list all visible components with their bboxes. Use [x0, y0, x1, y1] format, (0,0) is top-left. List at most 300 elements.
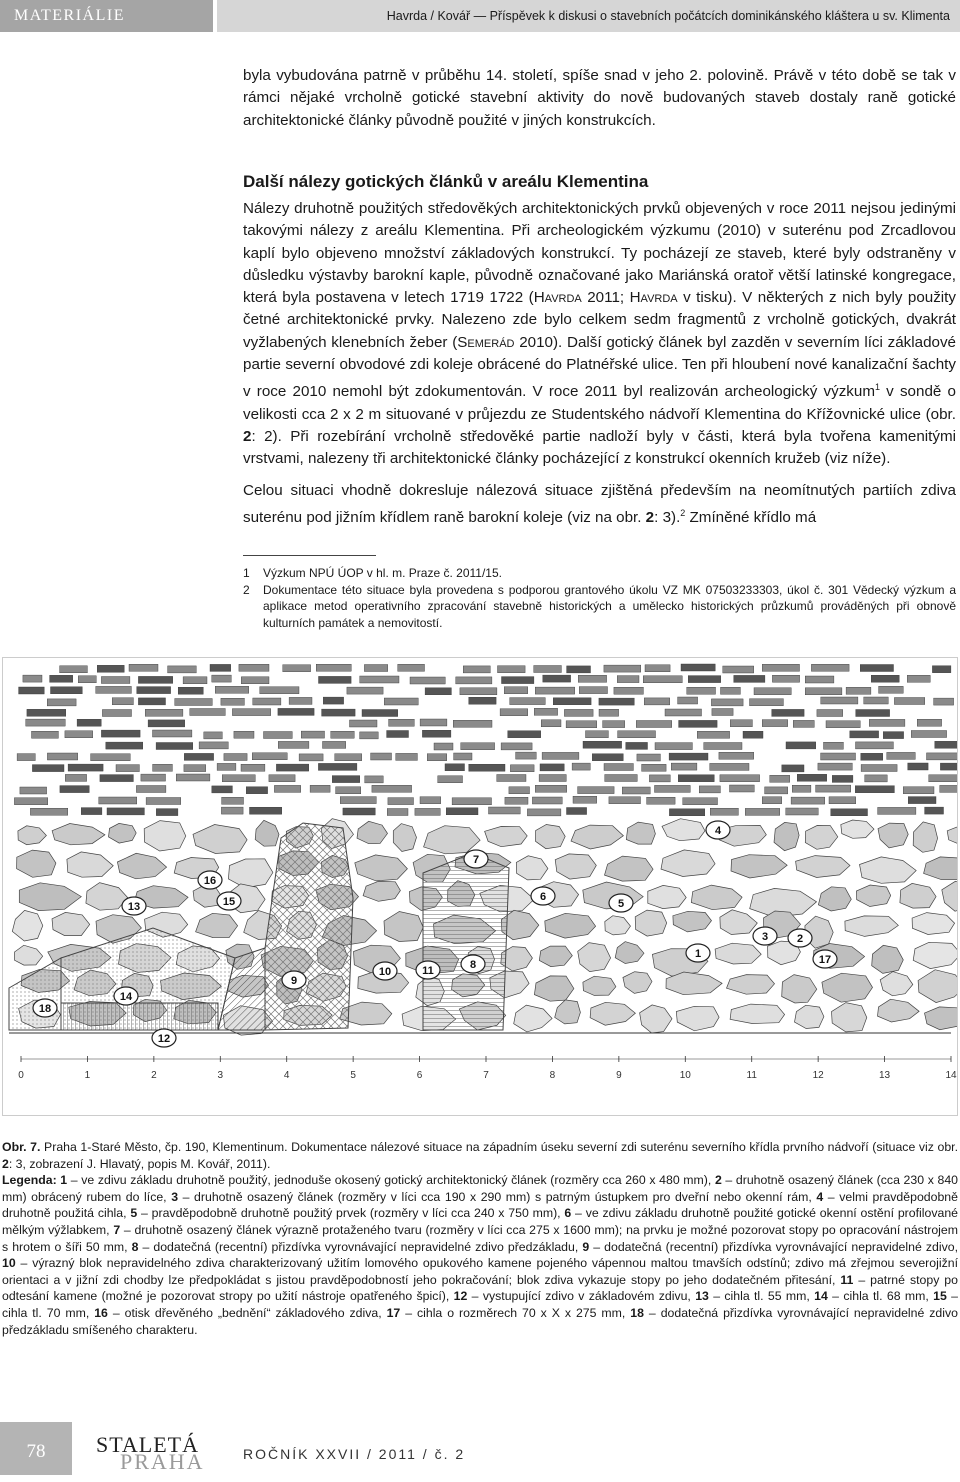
text-run: : 2). Při rozebírání vrcholně středověké partie nadloží byly v části, která byla tvořena kamenitými vrstvami, nalezeny tři architektonické články pocházející z konstrukcí okenních kružeb (viz níže).: [243, 428, 956, 468]
legend-number: 18: [630, 1305, 644, 1320]
scale-label: 7: [483, 1070, 489, 1081]
marker-label: 9: [290, 975, 298, 987]
brick: [30, 808, 67, 815]
marker-label: 12: [157, 1033, 171, 1045]
section-heading: Další nálezy gotických článků v areálu Klementina: [243, 172, 649, 191]
scale-label: 13: [879, 1070, 891, 1081]
brick: [541, 720, 561, 727]
scale-label: 10: [679, 1070, 691, 1081]
scale-label: 12: [812, 1070, 824, 1081]
brick: [821, 697, 858, 704]
brick: [887, 752, 916, 759]
brick: [770, 775, 790, 782]
legend-number: 17: [386, 1305, 401, 1320]
brick: [32, 731, 59, 738]
brick: [578, 787, 615, 794]
scale-label: 0: [18, 1070, 24, 1081]
brick: [347, 687, 383, 694]
brick: [911, 731, 946, 738]
brick: [669, 753, 708, 760]
legend-items: [2, 1173, 958, 1336]
brick: [20, 787, 47, 794]
brick: [934, 698, 954, 705]
brick: [604, 764, 633, 771]
marker-label: 16: [203, 875, 217, 887]
brick: [907, 675, 930, 682]
legend-text: – druhotně osazený článek výrazně protaženého tvaru (rozměry v líci cca 275 x 1600 mm); na prvku je možné pozorovat stopy po opracování nástrojem s hrotem o šíři 50 mm,: [2, 1222, 958, 1254]
brick: [190, 709, 226, 716]
brick: [222, 775, 255, 782]
brick: [107, 808, 144, 815]
brick: [665, 709, 702, 716]
legend-number: 1: [60, 1173, 68, 1188]
legend-number: 7: [113, 1222, 121, 1237]
brick: [461, 743, 495, 750]
marker-label: 18: [38, 1003, 52, 1015]
brick: [678, 697, 698, 704]
brick: [253, 698, 281, 705]
brick: [622, 787, 650, 794]
footnotes: [243, 565, 956, 631]
brick: [322, 709, 356, 716]
brick: [586, 731, 609, 738]
legend-number: 8: [131, 1239, 139, 1254]
citation-author: Havrda: [629, 289, 678, 307]
brick: [14, 798, 47, 805]
brick: [786, 742, 816, 749]
footnote-number: 2: [243, 582, 250, 597]
brick: [175, 699, 213, 706]
brick: [502, 677, 534, 684]
brick: [618, 731, 656, 738]
brick: [454, 753, 472, 760]
legend-number: 12: [453, 1289, 468, 1304]
footnote-ref[interactable]: 2: [680, 507, 686, 518]
brick: [65, 774, 86, 781]
brick: [861, 753, 883, 760]
legend-text: – výrazný blok nepravidelného zdiva charakterizovaný užitím lomového opukového kamene pojeného vápennou maltou tmavších odstínů; zdivo má zřejmou severojižní orientaci a v jižní zdi chodby lze předpokládat s jistou pravděpodobností jeho pokračování; blok zdiva vykazuje stopy po jeho dodatečném přitesání,: [2, 1256, 958, 1287]
brick: [860, 665, 893, 672]
brick: [78, 676, 96, 683]
legend-text: – ve zdivu základu druhotně použitý, jednoduše okosený gotický architektonický článek (rozměry cca 260 x 480 mm),: [67, 1173, 715, 1188]
legend-text: – dodatečná (recentní) přizdívka vyrovnávající nepravidelné zdivo,: [589, 1239, 958, 1254]
brick: [669, 809, 704, 816]
brick: [316, 664, 351, 671]
brick: [47, 699, 76, 706]
brick: [935, 741, 957, 748]
brick: [908, 797, 936, 804]
brick: [96, 686, 132, 693]
brick: [50, 675, 73, 682]
brick: [687, 687, 716, 694]
marker-label: 6: [539, 891, 547, 903]
brick: [241, 677, 269, 684]
brick: [446, 808, 478, 815]
brick: [643, 676, 682, 683]
brick: [927, 753, 958, 760]
marker-label: 3: [761, 931, 769, 943]
brick: [389, 719, 415, 726]
brick: [534, 666, 562, 673]
brick: [101, 677, 129, 684]
journal-issue: ROČNÍK XXVII / 2011 / č. 2: [243, 1446, 466, 1462]
legend-number: 16: [94, 1305, 108, 1320]
figure-ref: 2: [645, 508, 655, 526]
scale-label: 4: [283, 1070, 290, 1081]
brick: [720, 775, 760, 782]
brick: [818, 763, 852, 770]
legend-number: 14: [814, 1289, 828, 1304]
brick: [387, 809, 408, 816]
brick: [99, 797, 137, 804]
brick: [283, 665, 311, 672]
brick: [655, 743, 692, 750]
text-run: Nálezy druhotně použitých středověkých architektonických prvků objevených v roce 2011 nejsou jedinými takovými nálezy z areálu Klementina. Při archeologickém výzkumu (2010) v suterénu pod Zrcadlovou kaplí bylo objeveno množství základových konstrukcí. Ty pocházejí ze staveb, které byly odstraněny v důsledku výstavby barokní kaple, původně označované jako Mariánská oratoř větší latinské kongregace, která byla postavena v letech 1719 1722 (: [243, 200, 956, 307]
scale-label: 9: [616, 1070, 622, 1081]
legend-number: 3: [171, 1189, 179, 1204]
brick: [100, 775, 133, 782]
brick: [138, 676, 172, 683]
brick: [516, 752, 537, 759]
footnote-rule: [243, 555, 376, 556]
brick: [17, 754, 35, 761]
brick: [678, 775, 714, 782]
brick: [856, 710, 890, 717]
brick: [592, 754, 623, 761]
brick: [176, 774, 210, 781]
brick: [204, 732, 223, 739]
marker-label: 10: [378, 966, 392, 978]
body-paragraph-1: [243, 198, 956, 471]
brick: [567, 666, 591, 673]
brick: [762, 797, 782, 804]
brick: [323, 697, 343, 704]
legend-number: 10: [2, 1256, 16, 1271]
brick: [805, 688, 842, 695]
body-block: [243, 198, 956, 529]
brick: [508, 731, 541, 738]
brick: [509, 787, 530, 794]
brick: [535, 687, 575, 694]
journal-logo-line1: STALETÁ: [96, 1432, 200, 1457]
brick: [797, 774, 827, 781]
wall-drawing: [3, 658, 957, 1115]
brick: [343, 808, 375, 815]
brick: [138, 698, 165, 705]
brick: [371, 753, 392, 760]
brick: [420, 719, 447, 726]
marker-label: 7: [472, 854, 480, 866]
footnote-number: 1: [243, 566, 250, 580]
brick: [527, 809, 561, 816]
brick: [564, 709, 593, 716]
brick: [539, 775, 566, 782]
brick: [318, 763, 357, 770]
brick: [68, 764, 103, 771]
figure-label: Obr. 7.: [2, 1140, 41, 1154]
brick: [387, 731, 409, 738]
brick: [871, 675, 899, 682]
brick: [762, 720, 788, 727]
brick: [434, 743, 453, 750]
running-title: Příspěvek k diskusi o stavebních počátcích dominikánského kláštera u sv. Klimenta: [489, 9, 950, 23]
brick: [168, 666, 197, 673]
brick: [883, 732, 903, 739]
brick: [645, 665, 670, 672]
brick: [649, 775, 670, 782]
brick: [106, 742, 143, 749]
brick: [269, 775, 295, 782]
brick: [543, 675, 571, 682]
brick: [153, 764, 173, 771]
brick: [573, 796, 597, 803]
brick: [91, 754, 131, 761]
brick: [805, 676, 834, 683]
brick: [274, 785, 300, 792]
brick: [671, 763, 697, 770]
legend-number: 9: [582, 1239, 590, 1254]
brick: [826, 721, 860, 728]
legend-text: – cihla tl. 68 mm,: [827, 1289, 934, 1304]
brick: [719, 752, 754, 759]
brick: [721, 687, 741, 694]
brick: [250, 807, 282, 814]
brick: [183, 677, 207, 684]
brick: [743, 731, 763, 738]
legend-text: – pravděpodobně druhotně použitý prvek (rozměry v líci cca 240 x 750 mm),: [137, 1206, 565, 1221]
brick: [599, 709, 619, 716]
brick: [420, 797, 441, 804]
running-authors: Havrda / Kovář —: [386, 9, 490, 23]
brick: [501, 743, 532, 750]
brick: [510, 765, 534, 772]
brick: [384, 698, 418, 705]
brick: [603, 721, 625, 728]
brick: [532, 797, 562, 804]
brick: [410, 677, 445, 684]
brick: [77, 719, 101, 726]
legend-text: – velmi pravděpodobně druhotně použitá cihla,: [2, 1189, 958, 1221]
figure-ref: 2: [2, 1156, 9, 1171]
brick: [364, 665, 387, 672]
brick: [626, 742, 648, 749]
legend-text: – cihla tl. 55 mm,: [708, 1289, 815, 1304]
brick: [869, 719, 905, 726]
brick: [786, 808, 818, 815]
brick: [908, 763, 928, 770]
brick: [217, 763, 236, 770]
brick: [239, 664, 269, 671]
brick: [750, 699, 784, 706]
brick: [398, 664, 425, 671]
brick: [146, 798, 181, 805]
brick: [241, 764, 265, 771]
brick: [579, 687, 607, 694]
section-heading-block: [243, 172, 956, 192]
text-run: 2010). Další gotický článek byl zazděn v severním líci základové partie severní obvodové zdi koleje obrácené do Platnéřské ulice. Ten při hloubení nové kanalizační šachty v roce 2010 nemohl být zdokumentován. V roce 2011 byl realizován archeologický výzkum: [243, 333, 956, 401]
legend-text: – vystupující zdivo v základovém zdivu,: [467, 1289, 696, 1304]
citation-author: Semerád: [457, 333, 515, 351]
brick: [336, 787, 361, 794]
brick: [542, 752, 579, 759]
marker-label: 4: [714, 825, 722, 837]
brick: [252, 753, 287, 760]
brick: [101, 730, 140, 737]
brick: [846, 687, 871, 694]
marker-label: 14: [119, 991, 133, 1003]
brick: [497, 775, 526, 782]
brick: [65, 731, 93, 738]
scale-label: 6: [416, 1070, 423, 1081]
brick: [540, 764, 564, 771]
brick: [609, 797, 641, 804]
brick: [148, 720, 185, 727]
scale-label: 2: [151, 1070, 157, 1081]
patched-block-10: [265, 823, 353, 1030]
brick: [331, 731, 354, 738]
brick: [535, 785, 566, 792]
citation-author: Havrda: [533, 289, 582, 307]
brick: [932, 666, 951, 673]
brick: [681, 664, 715, 671]
brick: [824, 742, 844, 749]
brick: [445, 764, 465, 771]
brick: [137, 687, 171, 694]
brick: [578, 675, 606, 682]
brick: [396, 753, 418, 760]
brick: [688, 676, 721, 683]
brick: [704, 743, 742, 750]
brick: [637, 754, 661, 761]
marker-label: 13: [127, 901, 141, 913]
brick: [112, 698, 133, 705]
brick: [153, 730, 192, 737]
legend-number: 15: [933, 1289, 947, 1304]
brick: [422, 730, 451, 737]
legend-text: – druhotně osazený článek (cca 230 x 840 mm) obrácený rubem do líce,: [2, 1173, 959, 1204]
brick: [940, 763, 957, 770]
legend-text: – dodatečná přizdívka vyrovnávající nepravidelné zdivo předzákladu smíšeného charakteru.: [2, 1305, 958, 1337]
brick: [710, 808, 738, 815]
brick: [679, 720, 718, 727]
brick: [136, 786, 166, 793]
text-run: Zmíněné křídlo má: [685, 508, 817, 526]
legend-number: 6: [564, 1206, 572, 1221]
brick: [792, 785, 811, 792]
marker-label: 5: [617, 898, 625, 910]
legend-text: – cihla o rozměrech 70 x X x 275 mm,: [400, 1305, 631, 1320]
brick: [372, 785, 412, 792]
brick: [903, 787, 934, 794]
brick: [878, 807, 916, 814]
brick: [264, 732, 293, 739]
brick: [489, 807, 521, 814]
scale-label: 8: [549, 1070, 556, 1081]
brick: [791, 797, 825, 804]
brick: [332, 776, 360, 783]
marker-label: 11: [422, 965, 434, 977]
brick: [60, 666, 88, 673]
brick: [224, 754, 247, 761]
brick: [710, 763, 749, 770]
brick: [855, 786, 894, 793]
brick: [500, 709, 528, 716]
brick: [894, 698, 924, 705]
intro-paragraph: byla vybudována patrně v průběhu 14. století, spíše snad v jeho 2. polovině. Právě v této době se tak v rámci nějaké vrcholně gotické stavební aktivity do nově budovaných staveb dostaly raně gotické architektonické články původně použité v jiných konstrukcích.: [243, 67, 956, 129]
brick-patch-8: [423, 853, 509, 1030]
brick: [116, 765, 139, 772]
brick: [210, 664, 231, 671]
footnote-text: Výzkum NPÚ ÚOP v hl. m. Praze č. 2011/15.: [263, 566, 502, 580]
brick: [23, 675, 42, 682]
caption-text: Praha 1-Staré Město, čp. 190, Klementinum. Dokumentace nálezové situace na západním úseku severní zdi suterénu severního křídla prvního nádvoří (situace viz obr.: [40, 1140, 959, 1154]
brick: [388, 798, 414, 805]
brick: [730, 720, 752, 727]
brick: [19, 687, 45, 694]
page-number: 78: [0, 1422, 72, 1475]
brick: [498, 666, 526, 673]
scale-label: 5: [350, 1070, 356, 1081]
scale-label: 3: [217, 1070, 224, 1081]
legend-label: Legenda:: [2, 1173, 61, 1188]
brick: [362, 710, 398, 717]
brick: [438, 776, 463, 783]
footnote-ref[interactable]: 1: [874, 382, 880, 393]
brick: [566, 721, 597, 728]
brick: [940, 785, 957, 792]
protruding-masonry-12: [61, 1003, 218, 1030]
brick: [141, 774, 166, 781]
brick: [278, 741, 309, 748]
brick: [323, 741, 346, 748]
brick: [415, 808, 440, 815]
text-run: v sondě o velikosti cca 2 x 2 m situované v průjezdu ze Studentského nádvoří Klementina do Křížovnické ulice (obr.: [243, 383, 956, 423]
brick: [335, 754, 362, 761]
brick: [617, 676, 639, 683]
brick: [299, 754, 323, 761]
brick: [102, 710, 131, 717]
section-label: MATERIÁLIE: [0, 0, 213, 32]
brick: [212, 675, 232, 682]
intro-block: [243, 65, 956, 132]
brick: [469, 764, 505, 771]
body-paragraph-2: [243, 480, 956, 530]
legend-text: – cihla tl. 70 mm,: [2, 1289, 958, 1320]
brick: [215, 686, 249, 693]
brick: [821, 753, 856, 760]
brick: [604, 665, 641, 672]
legend-number: 11: [840, 1272, 854, 1287]
brick: [463, 666, 490, 673]
brick: [734, 675, 765, 682]
brick: [129, 664, 158, 671]
legend-text: – otisk dřevěného „bednění“ základového zdiva,: [107, 1305, 387, 1320]
brick: [925, 807, 944, 814]
brick: [260, 687, 299, 694]
brick: [427, 754, 447, 761]
brick: [222, 797, 244, 804]
brick: [712, 709, 733, 716]
brick: [879, 686, 904, 693]
brick: [232, 709, 270, 716]
figure-ref: 2: [243, 428, 252, 446]
legend-number: 13: [695, 1289, 709, 1304]
legend-number: 5: [130, 1206, 138, 1221]
marker-label: 2: [796, 933, 804, 945]
running-header: [217, 0, 960, 32]
scale-label: 1: [84, 1070, 91, 1081]
brick: [27, 709, 66, 716]
